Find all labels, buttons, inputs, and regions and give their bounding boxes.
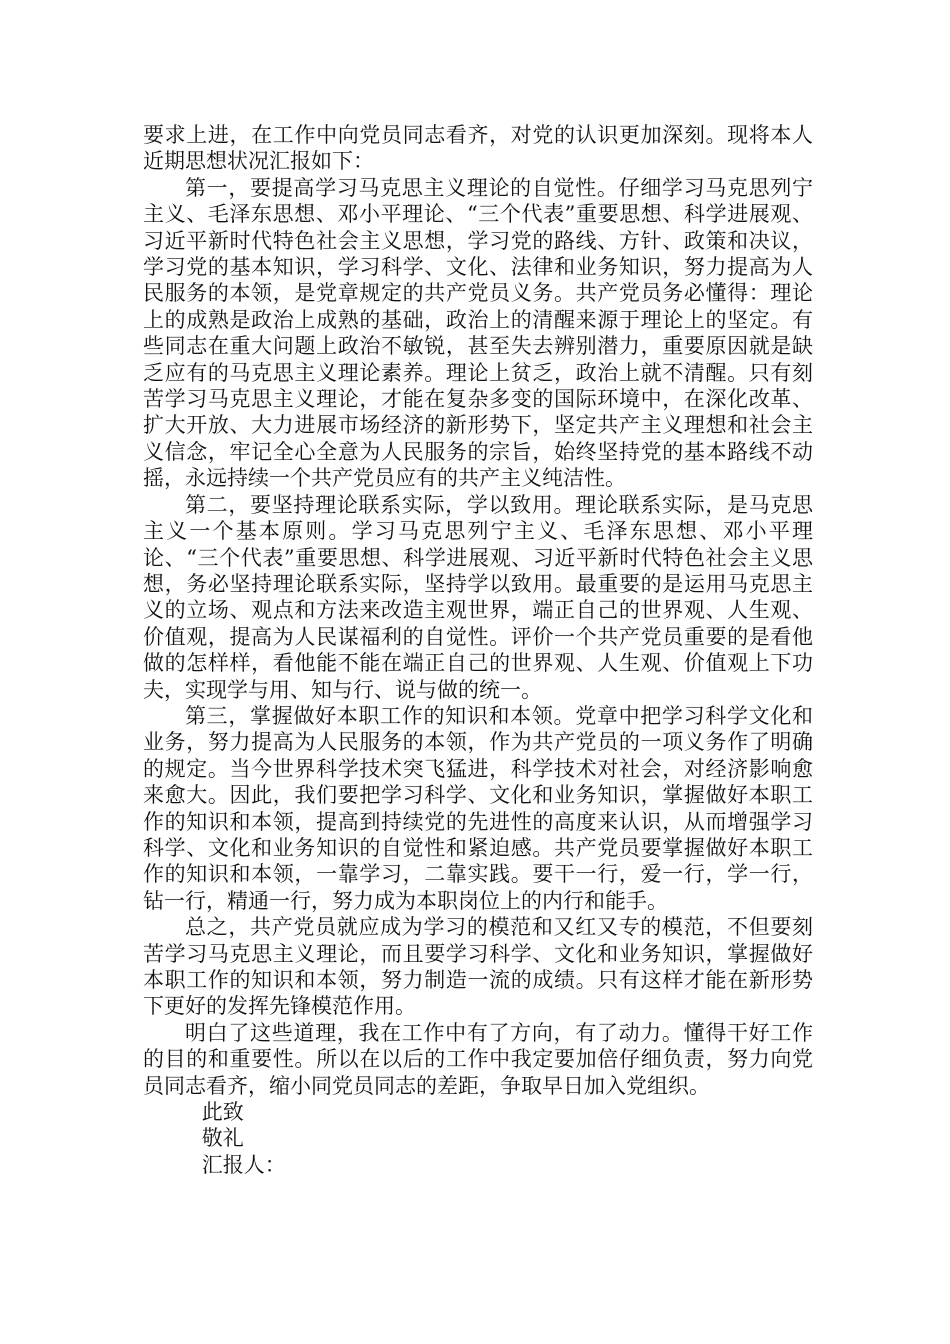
paragraph-intro: 要求上进，在工作中向党员同志看齐，对党的认识更加深刻。现将本人近期思想状况汇报如下： bbox=[143, 123, 813, 174]
paragraph-second-point: 第二，要坚持理论联系实际，学以致用。理论联系实际，是马克思主义一个基本原则。学习马克思列宁主义、毛泽东思想、邓小平理论、“三个代表”重要思想、科学进展观、习近平新时代特色社会主义思想，务必坚持理论联系实际，坚持学以致用。最重要的是运用马克思主义的立场、观点和方法来改造主观世界，端正自己的世界观、人生观、价值观，提高为人民谋福利的自觉性。评价一个共产党员重要的是看他做的怎样样，看他能不能在端正自己的世界观、人生观、价值观上下功夫，实现学与用、知与行、说与做的统一。 bbox=[143, 492, 813, 702]
report-body bbox=[143, 122, 813, 1178]
closing-salutation: 此致 bbox=[201, 1100, 244, 1125]
paragraph-summary: 总之，共产党员就应成为学习的模范和又红又专的模范，不但要刻苦学习马克思主义理论，而且要学习科学、文化和业务知识，掌握做好本职工作的知识和本领，努力制造一流的成绩。只有这样才能在新形势下更好的发挥先锋模范作用。 bbox=[143, 915, 813, 1019]
paragraph-third-point: 第三，掌握做好本职工作的知识和本领。党章中把学习科学文化和业务，努力提高为人民服务的本领，作为共产党员的一项义务作了明确的规定。当今世界科学技术突飞猛进，科学技术对社会，对经济影响愈来愈大。因此，我们要把学习科学、文化和业务知识，掌握做好本职工作的知识和本领，提高到持续党的先进性的高度来认识，从而增强学习科学、文化和业务知识的自觉性和紧迫感。共产党员要掌握做好本职工作的知识和本领，一靠学习，二靠实践。要干一行，爱一行，学一行，钻一行，精通一行，努力成为本职岗位上的内行和能手。 bbox=[143, 703, 813, 913]
paragraph-first-point: 第一，要提高学习马克思主义理论的自觉性。仔细学习马克思列宁主义、毛泽东思想、邓小平理论、“三个代表”重要思想、科学进展观、习近平新时代特色社会主义思想，学习党的路线、方针、政策和决议，学习党的基本知识，学习科学、文化、法律和业务知识，努力提高为人民服务的本领，是党章规定的共产党员义务。共产党员务必懂得：理论上的成熟是政治上成熟的基础，政治上的清醒来源于理论上的坚定。有些同志在重大问题上政治不敏锐，甚至失去辨别潜力，重要原因就是缺乏应有的马克思主义理论素养。理论上贫乏，政治上就不清醒。只有刻苦学习马克思主义理论，才能在复杂多变的国际环境中，在深化改革、扩大开放、大力进展市场经济的新形势下，坚定共产主义理想和社会主义信念，牢记全心全意为人民服务的宗旨，始终坚持党的基本路线不动摇，永远持续一个共产党员应有的共产主义纯洁性。 bbox=[143, 175, 813, 491]
closing-regards: 敬礼 bbox=[201, 1126, 244, 1151]
reporter-signature-line: 汇报人： bbox=[201, 1152, 286, 1177]
paragraph-conclusion: 明白了这些道理，我在工作中有了方向，有了动力。懂得干好工作的目的和重要性。所以在以后的工作中我定要加倍仔细负责，努力向党员同志看齐，缩小同党员同志的差距，争取早日加入党组织。 bbox=[143, 1020, 813, 1098]
